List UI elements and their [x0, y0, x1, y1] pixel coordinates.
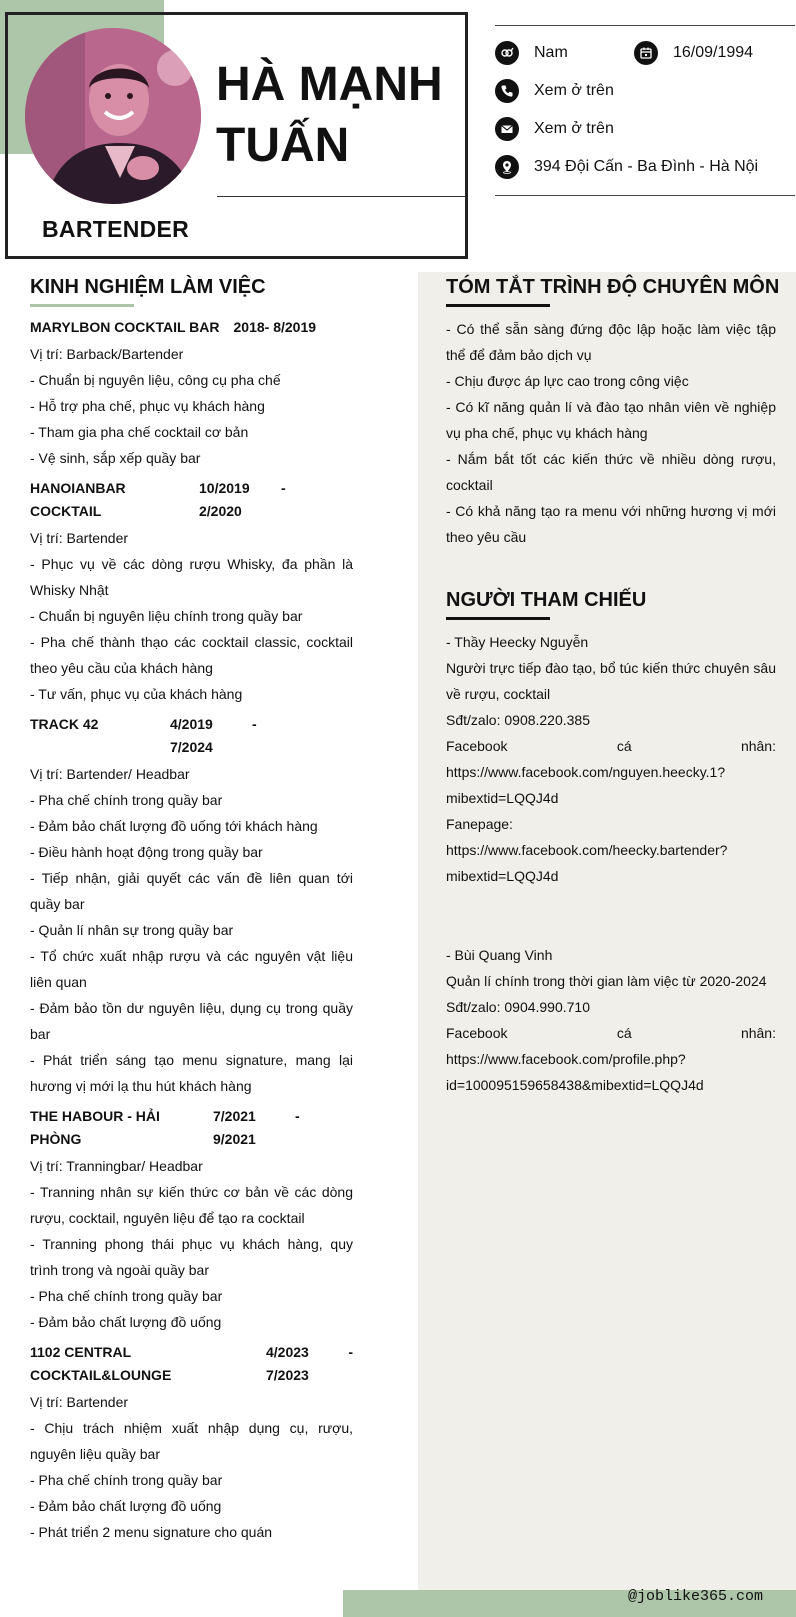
summary-title: TÓM TẮT TRÌNH ĐỘ CHUYÊN MÔN: [446, 276, 780, 298]
summary-item: - Có kĩ năng quản lí và đào tạo nhân viên về nghiệp vụ pha chế, phục vụ khách hàng: [446, 399, 776, 441]
email-text: Xem ở trên: [534, 120, 614, 137]
job-bullet: - Đảm bảo chất lượng đồ uống: [30, 1314, 222, 1330]
footer-watermark: @joblike365.com: [628, 1588, 764, 1605]
reference-desc: Người trực tiếp đào tạo, bổ túc kiến thức chuyên sâu về rượu, cocktail: [446, 660, 776, 702]
name-line-1: HÀ MẠNH: [216, 58, 443, 111]
job-position: Vị trí: Bartender: [30, 530, 129, 546]
job-title: BARTENDER: [42, 216, 190, 242]
summary-underline: [446, 304, 550, 307]
reference-facebook-url[interactable]: https://www.facebook.com/nguyen.heecky.1?: [446, 764, 726, 780]
job-bullet: - Chịu trách nhiệm xuất nhập dụng cụ, rượu, nguyên liệu quầy bar: [30, 1420, 353, 1462]
date-separator: -: [348, 1344, 353, 1360]
facebook-label-word: Facebook: [446, 738, 508, 754]
job-entry: [30, 477, 353, 707]
gender-icon: [495, 41, 519, 65]
job-bullet: - Phát triển 2 menu signature cho quán: [30, 1524, 273, 1540]
address-text: 394 Đội Cấn - Ba Đình - Hà Nội: [534, 158, 759, 175]
facebook-label-word: nhân:: [740, 738, 776, 754]
summary-item: - Nắm bắt tốt các kiến thức về nhiều dòng rượu, cocktail: [446, 451, 776, 493]
reference-phone: Sđt/zalo: 0908.220.385: [446, 712, 591, 728]
job-entry: [30, 1105, 353, 1335]
job-bullet: - Chuẩn bị nguyên liệu, công cụ pha chế: [30, 372, 281, 388]
reference-name: - Bùi Quang Vinh: [446, 947, 553, 963]
job-position: Vị trí: Bartender/ Headbar: [30, 766, 190, 782]
location-pin-icon: [495, 155, 519, 179]
email-icon: [495, 117, 519, 141]
job-bullet: - Tư vấn, phục vụ của khách hàng: [30, 686, 243, 702]
references-title: NGƯỜI THAM CHIẾU: [446, 589, 647, 611]
job-date-from: 4/2019: [170, 716, 213, 732]
job-date-from: 2018- 8/2019: [233, 319, 317, 335]
job-date-to: 9/2021: [213, 1131, 256, 1147]
job-date-to: 7/2024: [170, 739, 213, 755]
job-entry: [30, 713, 353, 1099]
reference-facebook-label: [446, 733, 776, 759]
contact-email: [495, 117, 614, 141]
job-header: [30, 713, 353, 759]
job-date-to: 7/2023: [266, 1367, 309, 1383]
job-header: [30, 1341, 353, 1387]
job-bullet: - Tham gia pha chế cocktail cơ bản: [30, 424, 249, 440]
experience-list: [30, 316, 353, 1551]
job-date-from: 7/2021: [213, 1108, 256, 1124]
summary-list: [446, 316, 776, 550]
job-company: HANOIANBAR COCKTAIL: [30, 480, 126, 519]
job-company: 1102 CENTRAL COCKTAIL&LOUNGE: [30, 1344, 172, 1383]
facebook-label-word: cá: [616, 738, 632, 754]
phone-text: Xem ở trên: [534, 82, 614, 99]
job-bullet: - Chuẩn bị nguyên liệu chính trong quầy bar: [30, 608, 303, 624]
job-bullet: - Hỗ trợ pha chế, phục vụ khách hàng: [30, 398, 265, 414]
reference-entry: [446, 942, 776, 1098]
calendar-icon: [634, 41, 658, 65]
reference-facebook-url-cont[interactable]: mibextid=LQQJ4d: [446, 790, 559, 806]
reference-desc: Quản lí chính trong thời gian làm việc từ 2020-2024: [446, 973, 767, 989]
reference-fanpage-url[interactable]: https://www.facebook.com/heecky.bartender?: [446, 842, 728, 858]
job-bullet: - Đảm bảo chất lượng đồ uống: [30, 1498, 222, 1514]
reference-name: - Thầy Heecky Nguyễn: [446, 634, 589, 650]
job-date-from: 10/2019: [199, 480, 250, 496]
job-position: Vị trí: Tranningbar/ Headbar: [30, 1158, 203, 1174]
facebook-label-word: nhân:: [740, 1025, 776, 1041]
job-dates: [170, 713, 252, 759]
facebook-label-word: cá: [616, 1025, 632, 1041]
job-dates: [213, 1105, 295, 1151]
job-company: THE HABOUR - HẢI PHÒNG: [30, 1108, 160, 1147]
job-position: Vị trí: Bartender: [30, 1394, 129, 1410]
job-entry: [30, 1341, 353, 1545]
job-bullet: - Điều hành hoạt động trong quầy bar: [30, 844, 263, 860]
job-bullet: - Tổ chức xuất nhập rượu và các nguyên vật liệu liên quan: [30, 948, 353, 990]
avatar: [25, 28, 201, 204]
contact-birthday: [634, 41, 753, 65]
reference-facebook-url[interactable]: https://www.facebook.com/profile.php?: [446, 1051, 686, 1067]
job-header: [30, 1105, 353, 1151]
job-bullet: - Phục vụ về các dòng rượu Whisky, đa phần là Whisky Nhật: [30, 556, 353, 598]
name-divider: [217, 196, 465, 197]
reference-fanpage-label: Fanepage:: [446, 816, 513, 832]
references-underline: [446, 617, 550, 620]
job-bullet: - Pha chế chính trong quầy bar: [30, 1472, 223, 1488]
avatar-photo-illustration: [25, 28, 201, 204]
job-bullet: - Pha chế thành thạo các cocktail classic, cocktail theo yêu cầu của khách hàng: [30, 634, 353, 676]
summary-item: - Có thể sẵn sàng đứng độc lập hoặc làm việc tập thể để đảm bảo dịch vụ: [446, 321, 776, 363]
job-position: Vị trí: Barback/Bartender: [30, 346, 184, 362]
phone-icon: [495, 79, 519, 103]
contact-phone: [495, 79, 614, 103]
job-header: [30, 316, 353, 339]
contact-gender: [495, 41, 568, 65]
job-header: [30, 477, 353, 523]
contact-bottom-divider: [495, 195, 795, 196]
job-bullet: - Đảm bảo chất lượng đồ uống tới khách hàng: [30, 818, 318, 834]
contact-address: [495, 155, 758, 179]
job-bullet: - Vệ sinh, sắp xếp quầy bar: [30, 450, 201, 466]
contact-top-divider: [495, 25, 795, 26]
job-bullet: - Phát triển sáng tạo menu signature, mang lại hương vị mới lạ thu hút khách hàng: [30, 1052, 353, 1094]
reference-fanpage-url-cont[interactable]: mibextid=LQQJ4d: [446, 868, 559, 884]
date-separator: -: [281, 480, 286, 496]
reference-phone: Sđt/zalo: 0904.990.710: [446, 999, 591, 1015]
job-bullet: - Tiếp nhận, giải quyết các vấn đề liên quan tới quầy bar: [30, 870, 353, 912]
gender-text: Nam: [534, 44, 568, 61]
job-bullet: - Đảm bảo tồn dư nguyên liệu, dụng cụ trong quầy bar: [30, 1000, 353, 1042]
job-company: MARYLBON COCKTAIL BAR: [30, 319, 220, 335]
reference-entry: [446, 629, 776, 889]
job-bullet: - Pha chế chính trong quầy bar: [30, 1288, 223, 1304]
reference-facebook-url-cont[interactable]: id=100095159658438&mibextid=LQQJ4d: [446, 1077, 704, 1093]
job-bullet: - Quản lí nhân sự trong quầy bar: [30, 922, 234, 938]
job-company: TRACK 42: [30, 716, 99, 732]
job-bullet: - Tranning nhân sự kiến thức cơ bản về các dòng rượu, cocktail, nguyên liệu để tạo ra cocktail: [30, 1184, 353, 1226]
job-date-from: 4/2023: [266, 1344, 309, 1360]
reference-facebook-label: [446, 1020, 776, 1046]
date-separator: -: [295, 1108, 300, 1124]
job-bullet: - Tranning phong thái phục vụ khách hàng, quy trình trong và ngoài quầy bar: [30, 1236, 353, 1278]
job-entry: [30, 316, 353, 471]
name-line-2: TUẤN: [216, 119, 350, 172]
experience-underline: [30, 304, 134, 307]
job-dates: [199, 477, 281, 523]
job-dates: [266, 1341, 336, 1387]
job-date-to: 2/2020: [199, 503, 242, 519]
experience-title: KINH NGHIỆM LÀM VIỆC: [30, 276, 266, 298]
date-separator: -: [252, 716, 257, 732]
facebook-label-word: Facebook: [446, 1025, 508, 1041]
birthday-text: 16/09/1994: [673, 44, 754, 61]
job-bullet: - Pha chế chính trong quầy bar: [30, 792, 223, 808]
summary-item: - Có khả năng tạo ra menu với những hương vị mới theo yêu cầu: [446, 503, 776, 545]
summary-item: - Chịu được áp lực cao trong công việc: [446, 373, 689, 389]
